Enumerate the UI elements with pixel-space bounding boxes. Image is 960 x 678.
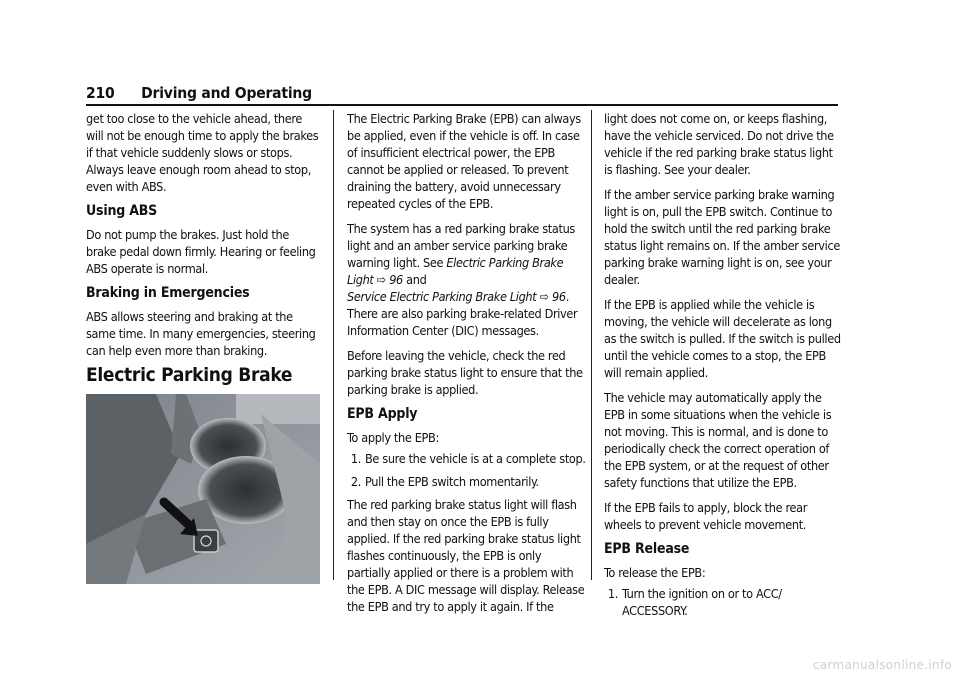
flash-paragraph: The red parking brake status light will flash and then stay on once the EPB is fully applied. If the red parking brake status light flashes continuously, the EPB is only partially applied or there is a problem with the EPB. A DIC message will display. Release the EPB and try to apply it again. If the	[347, 497, 585, 614]
electric-parking-brake-heading: Electric Parking Brake	[86, 364, 293, 386]
using-abs-paragraph: Do not pump the brakes. Just hold the brake pedal down firmly. Hearing or feeling ABS operate is normal.	[86, 227, 316, 276]
apply-intro: To apply the EPB:	[347, 430, 439, 445]
column-2	[347, 110, 587, 623]
page-number: 210	[86, 84, 115, 102]
amber-warning-paragraph: If the amber service parking brake warning light is on, pull the EPB switch. Continue to hold the switch until the red parking brake status light remains on. If the amber service parking brake warning light is on, see your dealer.	[604, 187, 840, 287]
braking-emergencies-paragraph: ABS allows steering and braking at the same time. In many emergencies, steering can help even more than braking.	[86, 309, 316, 358]
column-divider	[333, 110, 334, 580]
epb-light-reference[interactable]: Electric Parking Brake Light	[347, 255, 564, 287]
column-3	[604, 110, 844, 625]
status-light-paragraph: The system has a red parking brake status light and an amber service parking brake warning light. See Electric Parking Brake Light ⇨ 96 and Service Electric Parking Brake Light ⇨ 96. There are also parking brake-related Driver Information Center (DIC) messages.	[347, 221, 578, 338]
header-rule	[86, 104, 838, 106]
epb-apply-heading: EPB Apply	[347, 406, 418, 422]
service-epb-light-reference[interactable]: Service Electric Parking Brake Light	[347, 289, 537, 304]
using-abs-heading: Using ABS	[86, 203, 158, 219]
watermark: carmanualsonline.info	[812, 658, 952, 672]
epb-light-page[interactable]: 96	[389, 272, 403, 287]
moving-paragraph: If the EPB is applied while the vehicle is moving, the vehicle will decelerate as long as the switch is pulled. If the switch is pulled until the vehicle comes to a stop, the EPB will remain applied.	[604, 297, 841, 380]
service-epb-light-page[interactable]: 96	[552, 289, 566, 304]
release-intro: To release the EPB:	[604, 565, 706, 580]
reference-arrow-icon: ⇨	[539, 289, 549, 304]
column-divider	[591, 110, 592, 580]
epb-switch-photo	[86, 394, 320, 584]
intro-paragraph: get too close to the vehicle ahead, there will not be enough time to apply the brakes if that vehicle suddenly slows or stops. Always leave enough room ahead to stop, even with ABS.	[86, 111, 319, 194]
fails-to-apply-paragraph: If the EPB fails to apply, block the rear wheels to prevent vehicle movement.	[604, 500, 807, 532]
braking-emergencies-heading: Braking in Emergencies	[86, 285, 250, 301]
column-1	[86, 110, 322, 584]
before-leaving-paragraph: Before leaving the vehicle, check the red parking brake status light to ensure that the parking brake is applied.	[347, 348, 583, 397]
reference-arrow-icon: ⇨	[376, 272, 386, 287]
list-item: 1. Turn the ignition on or to ACC/ ACCESSORY.	[607, 586, 782, 618]
epb-intro-paragraph: The Electric Parking Brake (EPB) can always be applied, even if the vehicle is off. In case of insufficient electrical power, the EPB cannot be applied or released. To prevent draining the battery, avoid unnecessary repeated cycles of the EPB.	[347, 111, 581, 211]
list-item: 1. Be sure the vehicle is at a complete stop.	[350, 451, 586, 466]
list-item: 2. Pull the EPB switch momentarily.	[350, 474, 539, 489]
console-illustration	[86, 394, 320, 584]
page-header	[86, 84, 312, 102]
epb-release-heading: EPB Release	[604, 541, 690, 557]
service-paragraph: light does not come on, or keeps flashing, have the vehicle serviced. Do not drive the vehicle if the red parking brake status light is flashing. See your dealer.	[604, 111, 834, 177]
section-title: Driving and Operating	[141, 84, 312, 102]
automatic-apply-paragraph: The vehicle may automatically apply the EPB in some situations when the vehicle is not moving. This is normal, and is done to periodically check the correct operation of the EPB system, or at the request of other safety functions that utilize the EPB.	[604, 390, 832, 490]
